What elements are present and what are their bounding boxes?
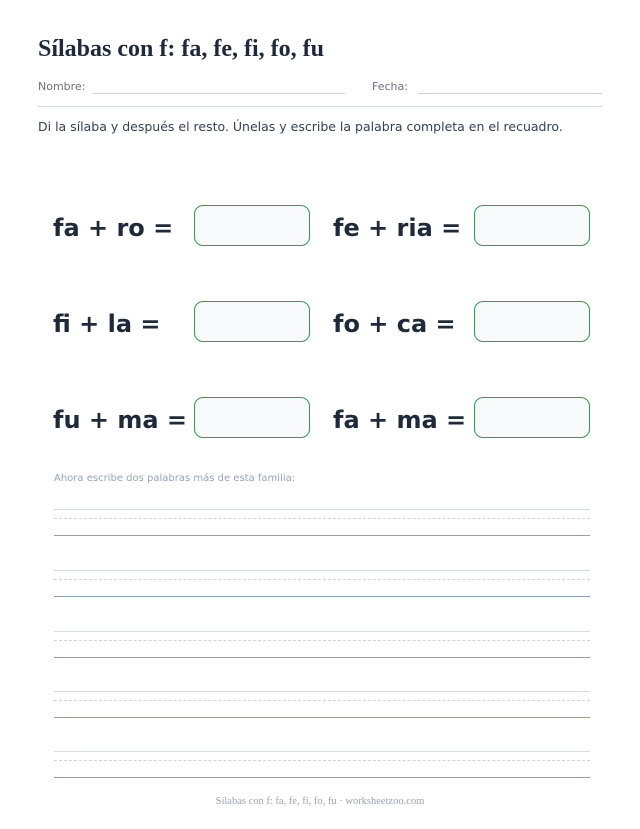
name-field[interactable] [92, 93, 345, 94]
exercise-equation: fa + ma = [333, 406, 467, 434]
date-field[interactable] [418, 93, 602, 94]
writing-line-baseline [54, 777, 590, 778]
answer-box[interactable] [474, 397, 590, 438]
footer-text: Sílabas con f: fa, fe, fi, fo, fu · worksheetzoo.com [215, 796, 425, 807]
answer-box[interactable] [194, 205, 310, 246]
instruction-text: Di la sílaba y después el resto. Únelas y escribe la palabra completa en el recuadro. [38, 119, 563, 134]
writing-line-midline [54, 700, 590, 701]
writing-line-top [54, 509, 590, 510]
answer-box[interactable] [474, 301, 590, 342]
writing-line-baseline [54, 717, 590, 718]
writing-line-baseline [54, 535, 590, 536]
date-label: Fecha: [372, 80, 408, 93]
writing-line-midline [54, 760, 590, 761]
writing-line-midline [54, 579, 590, 580]
answer-box[interactable] [474, 205, 590, 246]
exercise-equation: fu + ma = [53, 406, 188, 434]
writing-line-top [54, 631, 590, 632]
writing-line-top [54, 751, 590, 752]
header-divider [38, 106, 602, 107]
writing-line-midline [54, 640, 590, 641]
exercise-equation: fa + ro = [53, 214, 174, 242]
answer-box[interactable] [194, 301, 310, 342]
exercise-equation: fe + ria = [333, 214, 462, 242]
writing-line-midline [54, 518, 590, 519]
page-title: Sílabas con f: fa, fe, fi, fo, fu [38, 36, 324, 62]
answer-box[interactable] [194, 397, 310, 438]
exercise-equation: fo + ca = [333, 310, 456, 338]
writing-line-baseline [54, 657, 590, 658]
writing-prompt: Ahora escribe dos palabras más de esta familia: [54, 473, 296, 484]
writing-line-baseline [54, 596, 590, 597]
writing-line-top [54, 691, 590, 692]
writing-line-top [54, 570, 590, 571]
exercise-equation: fi + la = [53, 310, 161, 338]
name-label: Nombre: [38, 80, 86, 93]
